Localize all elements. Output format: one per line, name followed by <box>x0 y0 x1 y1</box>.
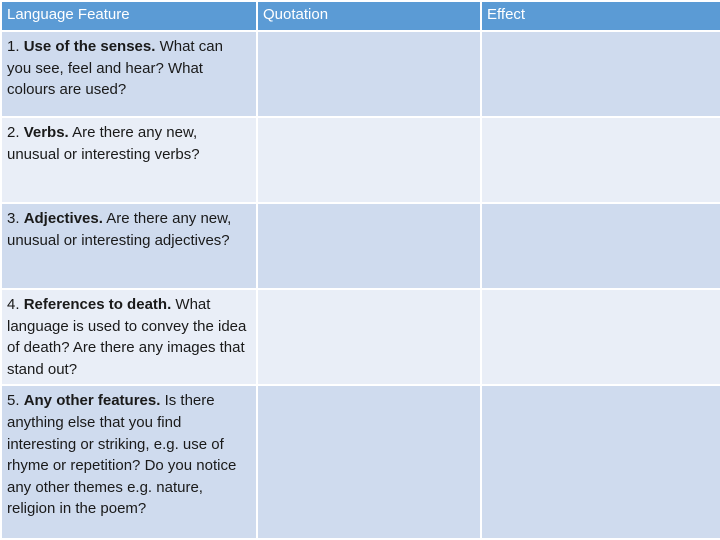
feature-prompt: What language is used to convey the idea of death? Are there any images that stand out? <box>7 296 247 378</box>
feature-prompt: What can you see, feel and hear? What colours are used? <box>7 38 223 99</box>
feature-prompt: Are there any new, unusual or interesting verbs? <box>7 124 200 163</box>
feature-title: Adjectives. <box>23 210 103 227</box>
feature-prompt: Are there any new, unusual or interesting adjectives? <box>7 210 232 249</box>
table-row <box>1 117 720 203</box>
table-row <box>1 289 720 385</box>
feature-title: Any other features. <box>23 392 161 410</box>
feature-number: 4. <box>7 296 20 313</box>
effect-cell[interactable] <box>481 203 720 289</box>
feature-number: 3. <box>7 210 20 227</box>
quotation-cell[interactable] <box>257 117 481 203</box>
feature-prompt: Is there anything else that you find interesting or striking, e.g. use of rhyme or repetition? Do you notice any other themes e.g. nature, religion in the poem? <box>7 392 237 518</box>
quotation-cell[interactable] <box>257 289 481 385</box>
feature-number: 1. <box>7 38 20 55</box>
quotation-cell[interactable] <box>257 31 481 117</box>
header-language-feature: Language Feature <box>1 1 257 31</box>
table-row <box>1 385 720 539</box>
feature-cell <box>1 203 257 289</box>
feature-cell <box>1 117 257 203</box>
table-row <box>1 203 720 289</box>
effect-cell[interactable] <box>481 289 720 385</box>
header-quotation: Quotation <box>257 1 481 31</box>
feature-title: References to death. <box>23 296 172 313</box>
feature-number: 2. <box>7 124 20 141</box>
feature-title: Use of the senses. <box>23 38 156 55</box>
feature-cell <box>1 31 257 117</box>
feature-number: 5. <box>7 392 20 410</box>
feature-cell <box>1 385 257 539</box>
quotation-cell[interactable] <box>257 385 481 539</box>
effect-cell[interactable] <box>481 31 720 117</box>
header-row <box>1 1 720 31</box>
effect-cell[interactable] <box>481 117 720 203</box>
table-row <box>1 31 720 117</box>
feature-title: Verbs. <box>23 124 69 141</box>
header-effect: Effect <box>481 1 720 31</box>
quotation-cell[interactable] <box>257 203 481 289</box>
effect-cell[interactable] <box>481 385 720 539</box>
feature-cell <box>1 289 257 385</box>
